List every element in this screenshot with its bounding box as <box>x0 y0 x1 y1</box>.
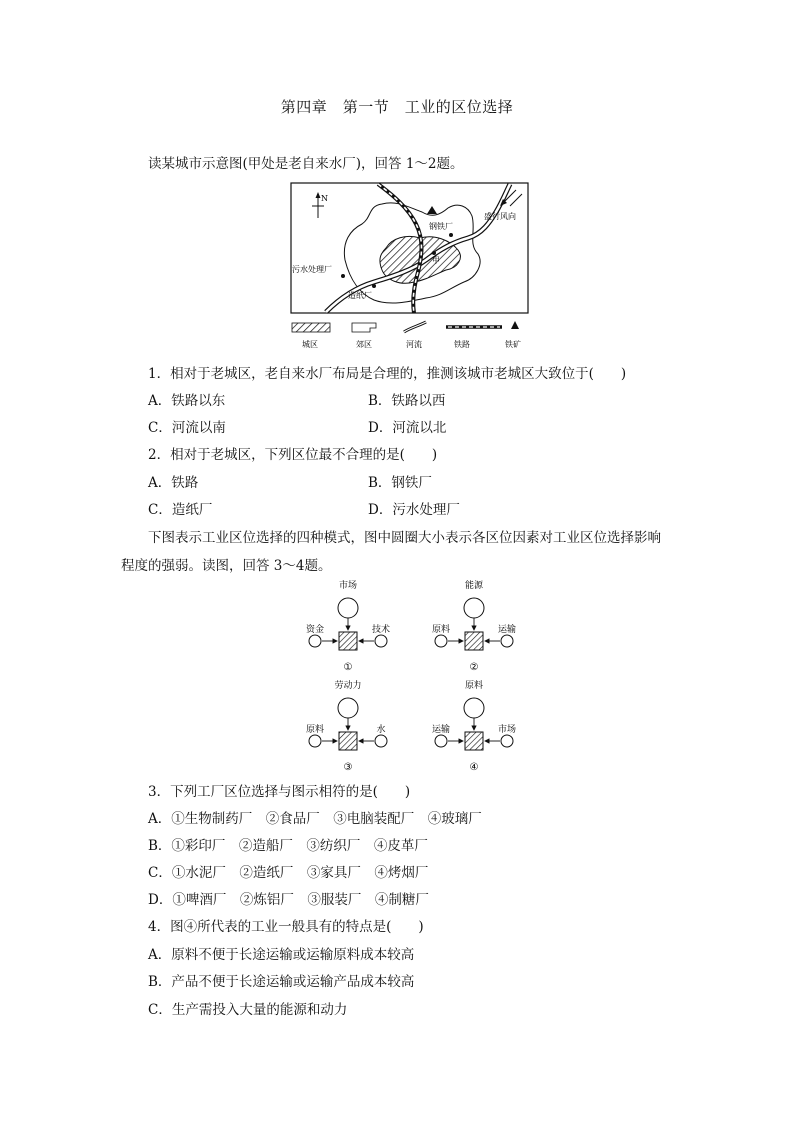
factor-circle-left <box>435 635 447 647</box>
q3-option-c: C．①水泥厂 ②造纸厂 ③家具厂 ④烤烟厂 <box>148 865 429 881</box>
model-top-label: 市场 <box>338 581 358 591</box>
model-number: ① <box>343 662 353 673</box>
q2-option-c: C．造纸厂 <box>148 502 213 518</box>
intro-text-1: 读某城市示意图(甲处是老自来水厂)，回答 1～2题。 <box>148 156 464 172</box>
intro-text-2b: 程度的强弱。读图，回答 3～4题。 <box>121 558 332 574</box>
q1-option-d: D．河流以北 <box>368 420 447 436</box>
q4-option-a: A．原料不便于长途运输或运输原料成本较高 <box>148 947 415 963</box>
factor-circle-right <box>375 635 387 647</box>
north-label: N <box>321 194 328 203</box>
q3-option-a: A．①生物制药厂 ②食品厂 ③电脑装配厂 ④玻璃厂 <box>148 811 482 827</box>
factor-circle-top <box>338 598 358 618</box>
model-top-label: 劳动力 <box>334 681 362 691</box>
factory-square <box>339 632 357 650</box>
q3-option-b: B．①彩印厂 ②造船厂 ③纺织厂 ④皮革厂 <box>148 838 428 854</box>
model-number: ③ <box>343 762 353 773</box>
q3-stem: 3．下列工厂区位选择与图示相符的是( ) <box>148 784 411 800</box>
model-number: ② <box>469 662 479 673</box>
legend-river: 河流 <box>406 340 422 349</box>
model-right-label: 市场 <box>497 725 517 735</box>
legend-railway: 铁路 <box>454 340 470 349</box>
factor-circle-top <box>464 698 484 718</box>
legend-city: 城区 <box>302 340 318 349</box>
factor-circle-left <box>309 635 321 647</box>
wind-label: 盛行风向 <box>484 212 516 221</box>
model-top-label: 原料 <box>464 681 484 691</box>
city-map <box>290 182 530 354</box>
q1-option-c: C．河流以南 <box>148 420 226 436</box>
factor-circle-top <box>338 698 358 718</box>
q1-option-a: A．铁路以东 <box>148 393 226 409</box>
model-left-label: 运输 <box>431 725 451 735</box>
page-title: 第四章 第一节 工业的区位选择 <box>280 98 514 116</box>
q4-option-c: C．生产需投入大量的能源和动力 <box>148 1002 348 1018</box>
factor-circle-right <box>501 635 513 647</box>
q2-option-b: B．钢铁厂 <box>368 475 432 491</box>
location-model-4 <box>432 679 516 773</box>
factor-circle-left <box>309 735 321 747</box>
model-top-label: 能源 <box>464 581 484 591</box>
model-left-label: 原料 <box>431 625 451 635</box>
location-models-figure <box>296 578 526 774</box>
factor-circle-top <box>464 598 484 618</box>
factor-circle-right <box>501 735 513 747</box>
steel-label: 钢铁厂 <box>429 222 453 231</box>
q1-stem: 1．相对于老城区，老自来水厂布局是合理的，推测该城市老城区大致位于( ) <box>148 366 627 382</box>
q2-option-d: D．污水处理厂 <box>368 502 460 518</box>
model-right-label: 技术 <box>371 625 391 635</box>
q3-option-d: D．①啤酒厂 ②炼铝厂 ③服装厂 ④制糖厂 <box>148 892 429 908</box>
model-number: ④ <box>469 762 479 773</box>
location-model-3 <box>306 679 387 773</box>
factory-square <box>465 632 483 650</box>
sewage-label: 污水处理厂 <box>292 265 332 274</box>
paper-label: 造纸厂 <box>348 291 372 300</box>
model-right-label: 水 <box>376 725 386 735</box>
q2-stem: 2．相对于老城区，下列区位最不合理的是( ) <box>148 447 438 463</box>
model-left-label: 原料 <box>305 725 325 735</box>
location-model-1 <box>306 579 390 673</box>
model-right-label: 运输 <box>497 625 517 635</box>
jia-label: 甲 <box>432 256 440 265</box>
model-left-label: 资金 <box>305 625 325 635</box>
legend-iron-ore: 铁矿 <box>505 340 521 349</box>
legend-suburb: 郊区 <box>356 340 372 349</box>
q1-option-b: B．铁路以西 <box>368 393 446 409</box>
location-model-2 <box>432 579 516 673</box>
q2-option-a: A．铁路 <box>148 475 199 491</box>
factor-circle-right <box>375 735 387 747</box>
q4-option-b: B．产品不便于长途运输或运输产品成本较高 <box>148 974 415 990</box>
factory-square <box>339 732 357 750</box>
factor-circle-left <box>435 735 447 747</box>
intro-text-2: 下图表示工业区位选择的四种模式，图中圆圈大小表示各区位因素对工业区位选择影响 <box>148 530 661 546</box>
q4-stem: 4．图④所代表的工业一般具有的特点是( ) <box>148 919 424 935</box>
factory-square <box>465 732 483 750</box>
